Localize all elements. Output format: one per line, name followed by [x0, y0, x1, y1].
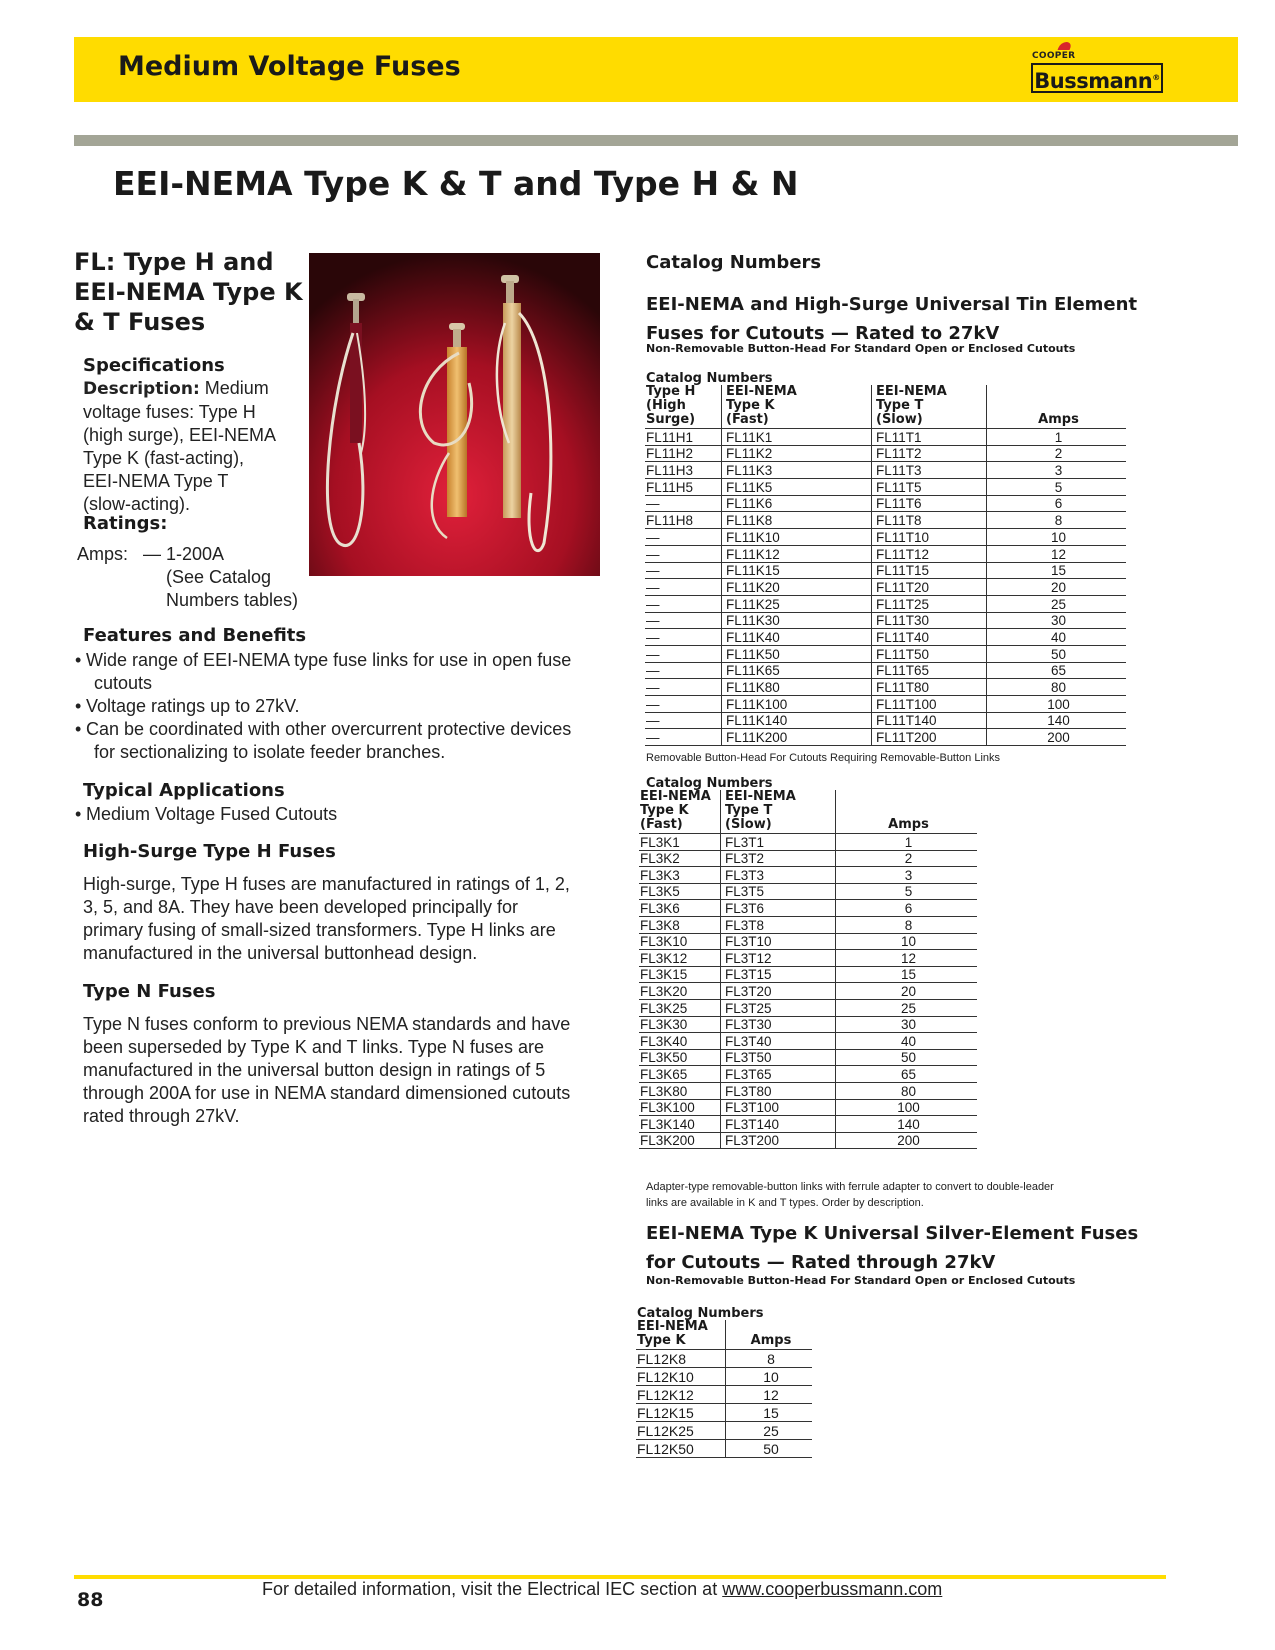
table-cell: FL11T65 [872, 662, 987, 679]
amps-label: Amps: [77, 544, 129, 564]
silver-element-note: Non-Removable Button-Head For Standard Open or Enclosed Cutouts [646, 1274, 1076, 1287]
table-cell: — [645, 495, 722, 512]
paragraph-line: Type N fuses conform to previous NEMA standards and have [83, 1014, 571, 1034]
description-line: Type K (fast-acting), [83, 448, 245, 468]
table-cell: FL11K200 [722, 729, 872, 746]
bullet-icon: • [75, 804, 82, 824]
description-line: voltage fuses: Type H [83, 402, 256, 422]
table3-caption: Catalog Numbers [637, 1306, 764, 1321]
table-row [639, 983, 977, 1000]
removable-button-table [639, 790, 977, 1149]
feature-line: for sectionalizing to isolate feeder branches. [94, 742, 446, 762]
table-row [636, 1422, 812, 1440]
table-cell: FL3K6 [639, 900, 721, 917]
table-row [645, 679, 1126, 696]
col-type-k: EEI-NEMA Type K (Fast) [722, 385, 872, 429]
table-row [636, 1386, 812, 1404]
table-cell: FL11K6 [722, 495, 872, 512]
table-row [645, 579, 1126, 596]
table-cell: 50 [836, 1049, 978, 1066]
table-cell: — [645, 595, 722, 612]
fuse-links-illustration [309, 253, 600, 576]
table-cell: FL3T30 [721, 1016, 836, 1033]
table-cell: 5 [836, 883, 978, 900]
table-cell: — [645, 645, 722, 662]
col-amps: Amps [987, 385, 1127, 429]
paragraph-line: manufactured in the universal button design in ratings of 5 [83, 1060, 546, 1080]
table-cell: FL3K1 [639, 834, 721, 851]
tin-element-heading [646, 290, 1137, 348]
product-heading-line: & T Fuses [74, 308, 206, 336]
table-cell: FL3T8 [721, 916, 836, 933]
table-row [645, 612, 1126, 629]
table-cell: 1 [836, 834, 978, 851]
table-cell: FL11K1 [722, 429, 872, 446]
table-cell: 80 [987, 679, 1127, 696]
table-cell: — [645, 679, 722, 696]
table-cell: FL3T40 [721, 1033, 836, 1050]
removable-note: Removable Button-Head For Cutouts Requiring Removable-Button Links [646, 752, 1001, 764]
table-row [645, 595, 1126, 612]
table-cell: 2 [987, 445, 1127, 462]
application-text: Medium Voltage Fused Cutouts [86, 804, 338, 824]
paragraph-line: High-surge, Type H fuses are manufactured in ratings of 1, 2, [83, 874, 570, 894]
table-cell: FL3K65 [639, 1066, 721, 1083]
table-cell: FL3K5 [639, 883, 721, 900]
table-cell: 15 [726, 1404, 813, 1422]
table-cell: FL3K100 [639, 1099, 721, 1116]
table-cell: 50 [726, 1440, 813, 1458]
table-row [645, 512, 1126, 529]
bullet-icon: • [75, 696, 82, 716]
table-row [639, 1033, 977, 1050]
table-cell: — [645, 545, 722, 562]
table-cell: FL11T40 [872, 629, 987, 646]
table-row [639, 950, 977, 967]
table-cell: 40 [987, 629, 1127, 646]
table-row [639, 1082, 977, 1099]
col-type-k: EEI-NEMA Type K [636, 1320, 726, 1350]
table-cell: FL11T50 [872, 645, 987, 662]
table-cell: 12 [726, 1386, 813, 1404]
table-cell: FL11T3 [872, 462, 987, 479]
table-cell: FL11T12 [872, 545, 987, 562]
table-cell: FL3T10 [721, 933, 836, 950]
table-row [645, 629, 1126, 646]
table-cell: FL11H2 [645, 445, 722, 462]
paragraph-line: been superseded by Type K and T links. Type N fuses are [83, 1037, 544, 1057]
description-line: EEI-NEMA Type T [83, 471, 229, 491]
table-cell: FL12K8 [636, 1350, 726, 1368]
table-cell: FL3T100 [721, 1099, 836, 1116]
specifications-heading: Specifications [83, 355, 225, 376]
table-cell: 30 [987, 612, 1127, 629]
table-cell: FL11T2 [872, 445, 987, 462]
table-row [645, 529, 1126, 546]
page-title: EEI-NEMA Type K & T and Type H & N [113, 164, 799, 203]
tin-element-table [645, 385, 1126, 746]
table-cell: FL3K50 [639, 1049, 721, 1066]
table-cell: 40 [836, 1033, 978, 1050]
feature-line: Voltage ratings up to 27kV. [86, 696, 300, 716]
table-cell: 200 [987, 729, 1127, 746]
table-cell: FL11K20 [722, 579, 872, 596]
table-cell: FL11K15 [722, 562, 872, 579]
description-first-line [83, 377, 303, 401]
table-cell: FL11K80 [722, 679, 872, 696]
table-row [645, 429, 1126, 446]
table-row [636, 1368, 812, 1386]
bullet-icon: • [75, 719, 82, 739]
table-cell: FL3K15 [639, 966, 721, 983]
table-cell: FL12K15 [636, 1404, 726, 1422]
type-n-paragraph [83, 1013, 623, 1128]
feature-line: Can be coordinated with other overcurrent protective devices [86, 719, 572, 739]
description-text: Medium [199, 378, 269, 398]
table-row [645, 729, 1126, 746]
adapter-note-line: links are available in K and T types. Order by description. [646, 1197, 924, 1209]
table-row [639, 883, 977, 900]
table-row [645, 645, 1126, 662]
table-header-row [639, 790, 977, 834]
table-cell: — [645, 729, 722, 746]
table-cell: FL3K8 [639, 916, 721, 933]
table-cell: FL11H1 [645, 429, 722, 446]
logo-bussmann [1031, 63, 1163, 93]
table-cell: FL12K12 [636, 1386, 726, 1404]
footer-text [262, 1579, 942, 1600]
table-cell: FL3K25 [639, 999, 721, 1016]
features-heading: Features and Benefits [83, 625, 307, 646]
table-row [639, 933, 977, 950]
table-row [639, 1099, 977, 1116]
table-cell: 100 [987, 696, 1127, 713]
table1-caption: Catalog Numbers [646, 371, 773, 386]
table-row [639, 834, 977, 851]
table-cell: — [645, 579, 722, 596]
table-row [639, 916, 977, 933]
table-cell: FL11K100 [722, 696, 872, 713]
table-cell: — [645, 712, 722, 729]
table2-caption: Catalog Numbers [646, 776, 773, 791]
table-row [639, 1049, 977, 1066]
table-cell: — [645, 562, 722, 579]
high-surge-heading: High-Surge Type H Fuses [83, 841, 336, 862]
logo-registered: ® [1152, 73, 1160, 82]
table-cell: 25 [987, 595, 1127, 612]
table-cell: FL11K65 [722, 662, 872, 679]
table-row [645, 696, 1126, 713]
table-cell: 65 [987, 662, 1127, 679]
table-row [645, 495, 1126, 512]
table-cell: 3 [836, 867, 978, 884]
description-line: (slow-acting). [83, 494, 191, 514]
table-cell: 20 [836, 983, 978, 1000]
table-row [645, 462, 1126, 479]
bullet-icon: • [75, 650, 82, 670]
table-cell: 15 [987, 562, 1127, 579]
table-cell: 3 [987, 462, 1127, 479]
table-row [636, 1350, 812, 1368]
paragraph-line: rated through 27kV. [83, 1106, 240, 1126]
type-n-heading: Type N Fuses [83, 981, 216, 1002]
table-cell: 1 [987, 429, 1127, 446]
col-type-t: EEI-NEMA Type T (Slow) [872, 385, 987, 429]
description-line: (high surge), EEI-NEMA [83, 425, 277, 445]
silver-heading-line: for Cutouts — Rated through 27kV [646, 1252, 996, 1273]
table-cell: FL11K5 [722, 479, 872, 496]
paragraph-line: primary fusing of small-sized transformers. Type H links are [83, 920, 556, 940]
table-cell: 25 [836, 999, 978, 1016]
table-cell: 6 [836, 900, 978, 917]
col-type-t: EEI-NEMA Type T (Slow) [721, 790, 836, 834]
feature-line: Wide range of EEI-NEMA type fuse links for use in open fuse [86, 650, 572, 670]
table-cell: FL3T20 [721, 983, 836, 1000]
table-cell: 200 [836, 1132, 978, 1149]
table-cell: 10 [987, 529, 1127, 546]
table-cell: 65 [836, 1066, 978, 1083]
section-title: Medium Voltage Fuses [118, 51, 461, 82]
amps-note-line: Numbers tables) [166, 590, 299, 610]
table-cell: FL11K25 [722, 595, 872, 612]
adapter-note-line: Adapter-type removable-button links with ferrule adapter to convert to double-leader [646, 1181, 1054, 1193]
amps-note-line: (See Catalog [166, 567, 272, 587]
table-cell: FL11K3 [722, 462, 872, 479]
table-cell: 50 [987, 645, 1127, 662]
catalog-numbers-heading: Catalog Numbers [646, 252, 822, 273]
page-number: 88 [77, 1589, 104, 1611]
table-cell: FL12K25 [636, 1422, 726, 1440]
table-cell: FL3K40 [639, 1033, 721, 1050]
table-cell: FL11K140 [722, 712, 872, 729]
table-cell: FL11T100 [872, 696, 987, 713]
table-cell: FL11K2 [722, 445, 872, 462]
table-row [639, 850, 977, 867]
product-heading-line: FL: Type H and [74, 248, 274, 276]
col-type-k: EEI-NEMA Type K (Fast) [639, 790, 721, 834]
table-row [639, 1116, 977, 1133]
table-cell: — [645, 662, 722, 679]
table-cell: FL11K40 [722, 629, 872, 646]
table-cell: FL3K10 [639, 933, 721, 950]
header-divider [74, 135, 1238, 146]
table-cell: FL3K200 [639, 1132, 721, 1149]
table-cell: FL11H8 [645, 512, 722, 529]
silver-element-table [636, 1320, 812, 1458]
table-cell: FL11T80 [872, 679, 987, 696]
table-cell: 20 [987, 579, 1127, 596]
table-cell: 8 [987, 512, 1127, 529]
table-cell: 140 [836, 1116, 978, 1133]
logo-brand-text: Bussmann [1034, 69, 1153, 93]
col-amps: Amps [726, 1320, 813, 1350]
table-row [639, 999, 977, 1016]
table-cell: — [645, 629, 722, 646]
table-cell: FL3T1 [721, 834, 836, 851]
amps-value: — 1-200A [143, 544, 225, 564]
product-heading [74, 247, 309, 337]
table-cell: — [645, 612, 722, 629]
table-cell: FL11T10 [872, 529, 987, 546]
table-row [636, 1404, 812, 1422]
table-cell: 8 [726, 1350, 813, 1368]
table-row [639, 867, 977, 884]
table-cell: 15 [836, 966, 978, 983]
table-cell: FL3K140 [639, 1116, 721, 1133]
table-cell: 12 [987, 545, 1127, 562]
table-cell: FL3T5 [721, 883, 836, 900]
table-cell: FL3T80 [721, 1082, 836, 1099]
paragraph-line: 3, 5, and 8A. They have been developed principally for [83, 897, 518, 917]
table-cell: FL3T65 [721, 1066, 836, 1083]
tin-element-note: Non-Removable Button-Head For Standard Open or Enclosed Cutouts [646, 342, 1076, 355]
logo-cooper: COOPER [1032, 51, 1076, 61]
table-row [645, 445, 1126, 462]
table-row [639, 1066, 977, 1083]
description-label: Description: [83, 379, 200, 399]
table-cell: FL3K2 [639, 850, 721, 867]
table-cell: — [645, 529, 722, 546]
table-row [645, 662, 1126, 679]
table-cell: FL3T6 [721, 900, 836, 917]
applications-heading: Typical Applications [83, 780, 285, 801]
table-row [645, 479, 1126, 496]
table-row [639, 1016, 977, 1033]
product-heading-line: EEI-NEMA Type K [74, 278, 303, 306]
table-cell: 5 [987, 479, 1127, 496]
table-row [639, 900, 977, 917]
table-row [645, 562, 1126, 579]
description-block [83, 377, 303, 516]
table-cell: 100 [836, 1099, 978, 1116]
table-cell: FL3T25 [721, 999, 836, 1016]
high-surge-paragraph [83, 873, 613, 965]
tin-heading-line: Fuses for Cutouts — Rated to 27kV [646, 323, 1000, 344]
table-cell: FL3K20 [639, 983, 721, 1000]
table-cell: FL11T1 [872, 429, 987, 446]
table-cell: 25 [726, 1422, 813, 1440]
feature-line: cutouts [94, 673, 153, 693]
table-cell: 6 [987, 495, 1127, 512]
table-cell: FL11T8 [872, 512, 987, 529]
table-cell: FL3T3 [721, 867, 836, 884]
table-cell: FL11T140 [872, 712, 987, 729]
table-cell: — [645, 696, 722, 713]
table-cell: FL3T2 [721, 850, 836, 867]
silver-heading-line: EEI-NEMA Type K Universal Silver-Element Fuses [646, 1223, 1139, 1244]
table-cell: FL11K10 [722, 529, 872, 546]
table-cell: FL11T200 [872, 729, 987, 746]
table-cell: 30 [836, 1016, 978, 1033]
table-cell: FL11H5 [645, 479, 722, 496]
table-cell: FL11K50 [722, 645, 872, 662]
table-cell: FL11T15 [872, 562, 987, 579]
col-amps: Amps [836, 790, 978, 834]
adapter-note [646, 1179, 1054, 1211]
table-header-row [636, 1320, 812, 1350]
table-cell: FL11K30 [722, 612, 872, 629]
table-cell: FL11T5 [872, 479, 987, 496]
table-row [645, 545, 1126, 562]
tin-heading-line: EEI-NEMA and High-Surge Universal Tin Element [646, 294, 1138, 315]
silver-element-heading [646, 1219, 1138, 1277]
table-cell: FL3T50 [721, 1049, 836, 1066]
table-cell: FL3K80 [639, 1082, 721, 1099]
table-cell: 2 [836, 850, 978, 867]
table-cell: FL3T12 [721, 950, 836, 967]
table-cell: FL11K8 [722, 512, 872, 529]
table-cell: 10 [726, 1368, 813, 1386]
table-cell: FL12K10 [636, 1368, 726, 1386]
table-row [645, 712, 1126, 729]
website-link[interactable]: www.cooperbussmann.com [722, 1579, 943, 1599]
ratings-heading: Ratings: [83, 513, 168, 534]
table-cell: FL3T140 [721, 1116, 836, 1133]
table-cell: FL3T200 [721, 1132, 836, 1149]
table-cell: 10 [836, 933, 978, 950]
table-cell: FL11T25 [872, 595, 987, 612]
table-cell: FL11K12 [722, 545, 872, 562]
table-cell: FL3K3 [639, 867, 721, 884]
table-row [639, 1132, 977, 1149]
table-cell: FL3T15 [721, 966, 836, 983]
footer-text-body: For detailed information, visit the Electrical IEC section at [262, 1579, 723, 1599]
table-cell: FL11T6 [872, 495, 987, 512]
fuse-links-photo [309, 253, 600, 576]
table-cell: 8 [836, 916, 978, 933]
table-cell: FL11H3 [645, 462, 722, 479]
col-type-h: Type H (High Surge) [645, 385, 722, 429]
table-cell: 12 [836, 950, 978, 967]
paragraph-line: through 200A for use in NEMA standard dimensioned cutouts [83, 1083, 571, 1103]
table-header-row [645, 385, 1126, 429]
paragraph-line: manufactured in the universal buttonhead design. [83, 943, 478, 963]
table-cell: FL12K50 [636, 1440, 726, 1458]
table-row [636, 1440, 812, 1458]
table-cell: FL11T20 [872, 579, 987, 596]
table-cell: FL11T30 [872, 612, 987, 629]
table-row [639, 966, 977, 983]
table-cell: FL3K12 [639, 950, 721, 967]
table-cell: FL3K30 [639, 1016, 721, 1033]
table-cell: 80 [836, 1082, 978, 1099]
table-cell: 140 [987, 712, 1127, 729]
